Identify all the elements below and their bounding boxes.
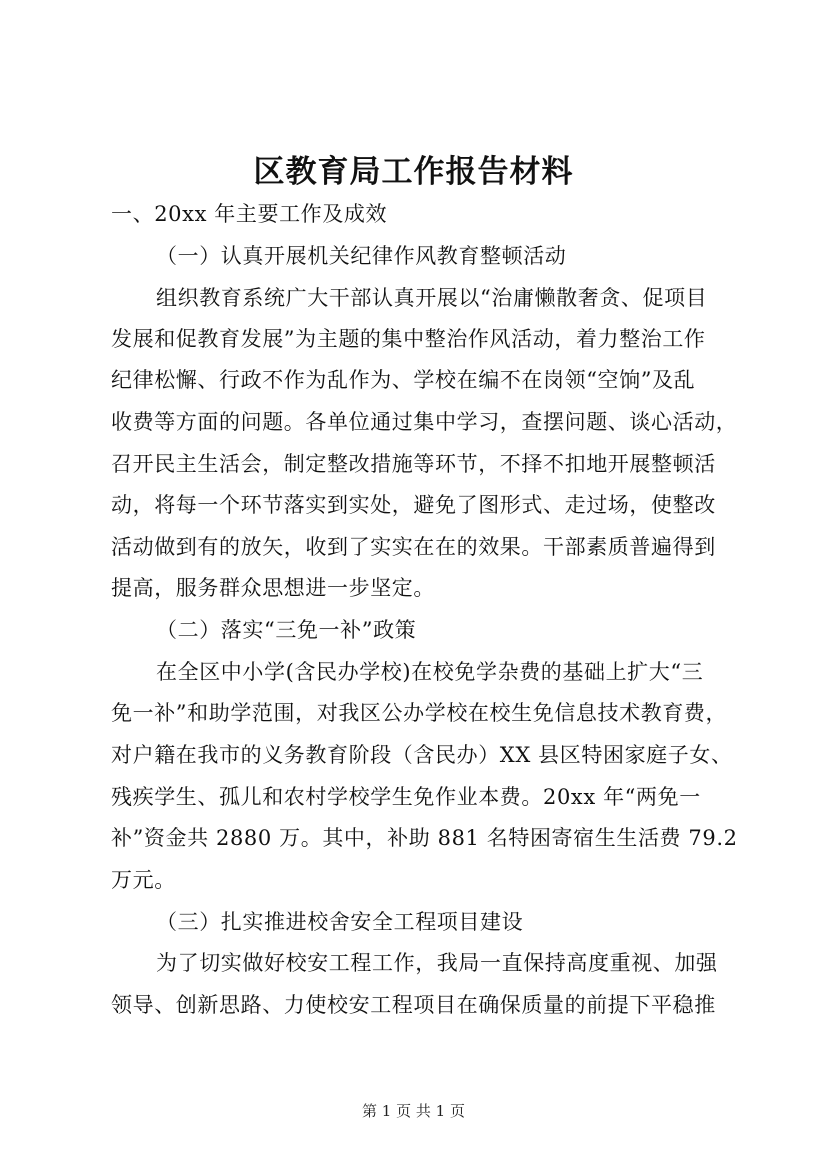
- paragraph-line: 纪律松懈、行政不作为乱作为、学校在编不在岗领“空饷”及乱: [111, 368, 696, 392]
- subsection-heading: （二）落实“三免一补”政策: [156, 618, 417, 642]
- paragraph-line: 活动做到有的放矢，收到了实实在在的效果。干部素质普遍得到: [111, 535, 716, 559]
- subsection-heading: （三）扎实推进校舍安全工程项目建设: [156, 910, 524, 934]
- paragraph-line: 动，将每一个环节落实到实处，避免了图形式、走过场，使整改: [111, 493, 716, 517]
- document-title: 区教育局工作报告材料: [253, 154, 574, 190]
- paragraph-line: 组织教育系统广大干部认真开展以“治庸懒散奢贪、促项目: [156, 286, 708, 310]
- paragraph-line: 残疾学生、孤儿和农村学校学生免作业本费。20xx 年“两免一: [111, 785, 701, 809]
- paragraph-line: 对户籍在我市的义务教育阶段（含民办）XX 县区特困家庭子女、: [111, 743, 733, 767]
- subsection-heading: （一）认真开展机关纪律作风教育整顿活动: [156, 244, 567, 268]
- paragraph-line: 召开民主生活会，制定整改措施等环节，不择不扣地开展整顿活: [111, 452, 716, 476]
- paragraph-line: 收费等方面的问题。各单位通过集中学习，查摆问题、谈心活动，: [111, 410, 738, 434]
- paragraph-line: 领导、创新思路、力使校安工程项目在确保质量的前提下平稳推: [111, 993, 716, 1017]
- paragraph-line: 万元。: [111, 868, 176, 892]
- page-footer: 第 1 页 共 1 页: [362, 1102, 465, 1120]
- paragraph-line: 提高，服务群众思想进一步坚定。: [111, 576, 435, 600]
- paragraph-line: 在全区中小学(含民办学校)在校免学杂费的基础上扩大“三: [156, 660, 704, 684]
- paragraph-line: 为了切实做好校安工程工作，我局一直保持高度重视、加强: [156, 951, 718, 975]
- paragraph-line: 补”资金共 2880 万。其中，补助 881 名特困寄宿生生活费 79.2: [111, 826, 738, 850]
- section-heading: 一、20xx 年主要工作及成效: [111, 202, 388, 226]
- paragraph-line: 发展和促教育发展”为主题的集中整治作风活动，着力整治工作: [111, 327, 706, 351]
- paragraph-line: 免一补”和助学范围，对我区公办学校在校生免信息技术教育费，: [111, 701, 728, 725]
